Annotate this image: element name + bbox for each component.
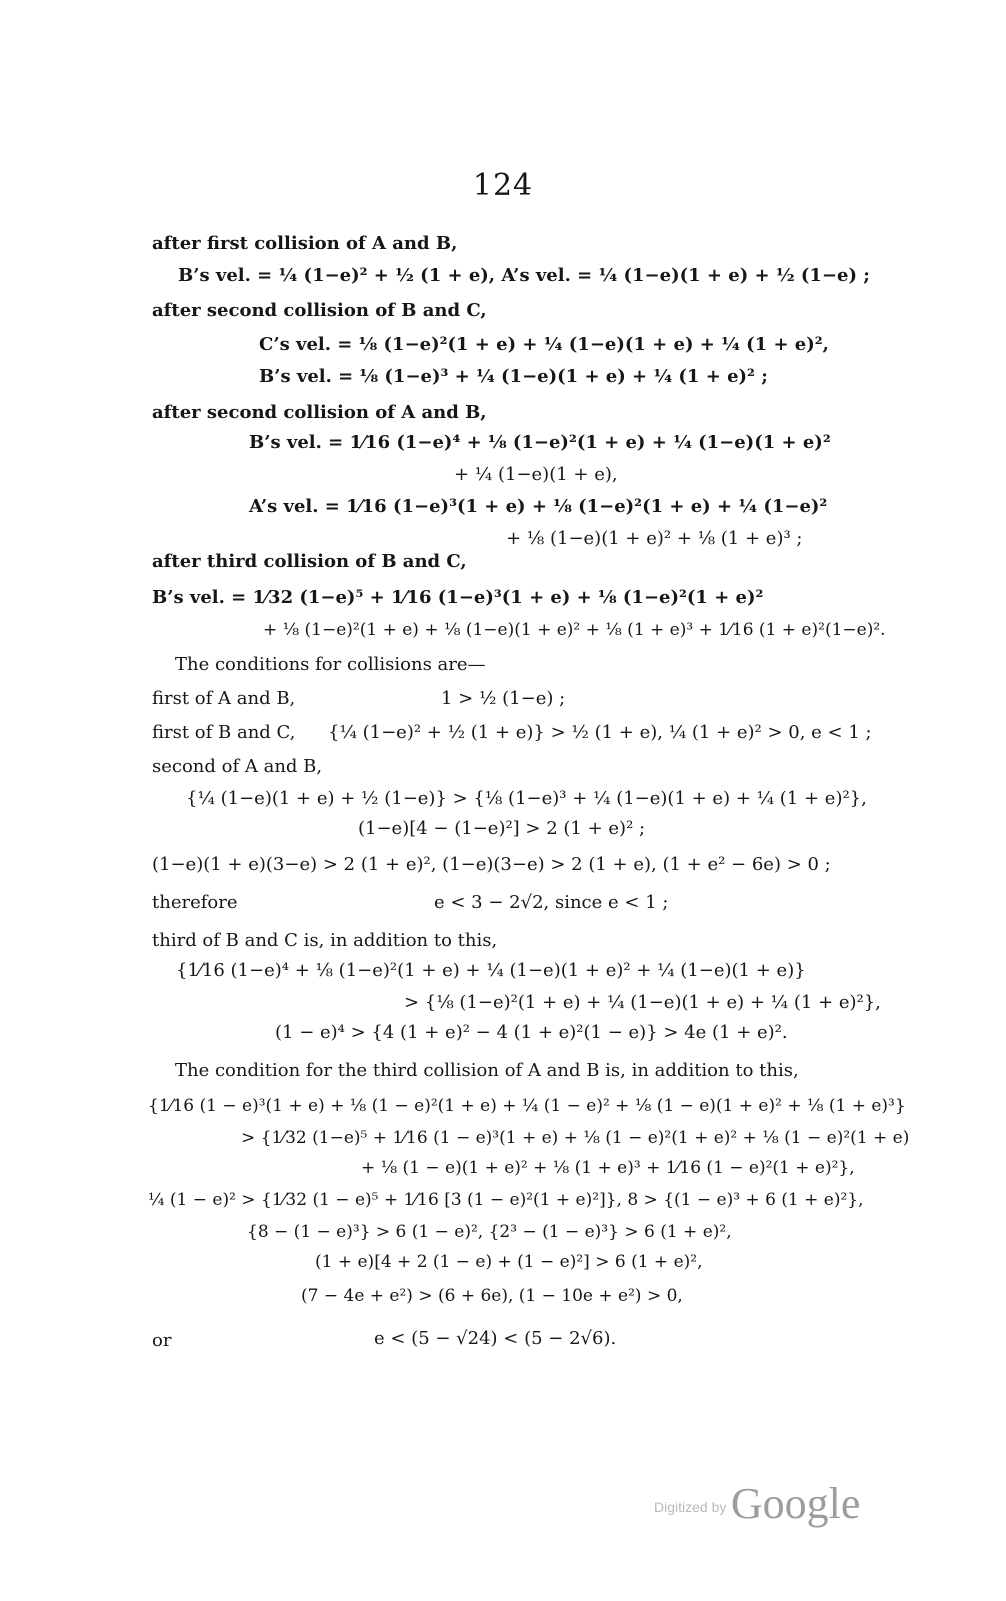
equation-line: 1 > ½ (1−e) ;: [441, 688, 566, 709]
text-line: second of A and B,: [152, 756, 323, 777]
equation-line: B’s vel. = 1⁄32 (1−e)⁵ + 1⁄16 (1−e)³(1 + e) + ⅛ (1−e)²(1 + e)²: [152, 587, 764, 608]
equation-line: {1⁄16 (1−e)⁴ + ⅛ (1−e)²(1 + e) + ¼ (1−e)(1 + e)² + ¼ (1−e)(1 + e)}: [176, 960, 806, 981]
digitized-by-google-watermark: [654, 1478, 860, 1529]
text-line: third of B and C is, in addition to this,: [152, 930, 498, 951]
equation-line: B’s vel. = ⅛ (1−e)³ + ¼ (1−e)(1 + e) + ¼ (1 + e)² ;: [259, 366, 768, 387]
page-number: 124: [472, 168, 534, 203]
text-line: first of A and B,: [152, 688, 296, 709]
equation-line: A’s vel. = 1⁄16 (1−e)³(1 + e) + ⅛ (1−e)²(1 + e) + ¼ (1−e)²: [249, 496, 828, 517]
text-line: after second collision of A and B,: [152, 402, 487, 423]
equation-line: {¼ (1−e)² + ½ (1 + e)} > ½ (1 + e), ¼ (1 + e)² > 0, e < 1 ;: [328, 722, 872, 743]
equation-line: (7 − 4e + e²) > (6 + 6e), (1 − 10e + e²) > 0,: [301, 1286, 683, 1306]
equation-line: (1−e)[4 − (1−e)²] > 2 (1 + e)² ;: [358, 818, 646, 839]
equation-line: ¼ (1 − e)² > {1⁄32 (1 − e)⁵ + 1⁄16 [3 (1 − e)²(1 + e)²]}, 8 > {(1 − e)³ + 6 (1 + e)²},: [148, 1190, 864, 1210]
google-logo: Google: [730, 1479, 861, 1528]
equation-line: > {1⁄32 (1−e)⁵ + 1⁄16 (1 − e)³(1 + e) + ⅛ (1 − e)²(1 + e)² + ⅛ (1 − e)²(1 + e): [241, 1128, 910, 1148]
text-line: therefore: [152, 892, 238, 913]
text-line: or: [152, 1330, 172, 1351]
equation-line: + ⅛ (1−e)(1 + e)² + ⅛ (1 + e)³ ;: [506, 528, 803, 549]
text-line: after second collision of B and C,: [152, 300, 487, 321]
equation-line: B’s vel. = 1⁄16 (1−e)⁴ + ⅛ (1−e)²(1 + e) + ¼ (1−e)(1 + e)²: [249, 432, 831, 453]
equation-line: {8 − (1 − e)³} > 6 (1 − e)², {2³ − (1 − e)³} > 6 (1 + e)²,: [247, 1222, 732, 1242]
equation-line: C’s vel. = ⅛ (1−e)²(1 + e) + ¼ (1−e)(1 + e) + ¼ (1 + e)²,: [259, 334, 829, 355]
equation-line: {¼ (1−e)(1 + e) + ½ (1−e)} > {⅛ (1−e)³ + ¼ (1−e)(1 + e) + ¼ (1 + e)²},: [186, 788, 867, 809]
text-line: first of B and C,: [152, 722, 296, 743]
equation-line: (1 − e)⁴ > {4 (1 + e)² − 4 (1 + e)²(1 − e)} > 4e (1 + e)².: [275, 1022, 788, 1043]
equation-line: {1⁄16 (1 − e)³(1 + e) + ⅛ (1 − e)²(1 + e) + ¼ (1 − e)² + ⅛ (1 − e)(1 + e)² + ⅛ (1 + e)³}: [148, 1096, 906, 1116]
watermark-prefix: Digitized by: [654, 1499, 727, 1515]
equation-line: + ⅛ (1−e)²(1 + e) + ⅛ (1−e)(1 + e)² + ⅛ (1 + e)³ + 1⁄16 (1 + e)²(1−e)².: [263, 620, 886, 640]
equation-line: > {⅛ (1−e)²(1 + e) + ¼ (1−e)(1 + e) + ¼ (1 + e)²},: [404, 992, 881, 1013]
equation-line: e < 3 − 2√2, since e < 1 ;: [434, 892, 669, 913]
text-line: after first collision of A and B,: [152, 233, 458, 254]
text-line: after third collision of B and C,: [152, 551, 467, 572]
equation-line: (1 + e)[4 + 2 (1 − e) + (1 − e)²] > 6 (1 + e)²,: [315, 1252, 703, 1272]
equation-line: B’s vel. = ¼ (1−e)² + ½ (1 + e), A’s vel. = ¼ (1−e)(1 + e) + ½ (1−e) ;: [178, 265, 870, 286]
equation-line: e < (5 − √24) < (5 − 2√6).: [374, 1328, 617, 1349]
equation-line: + ⅛ (1 − e)(1 + e)² + ⅛ (1 + e)³ + 1⁄16 (1 − e)²(1 + e)²},: [361, 1158, 855, 1178]
text-line: The conditions for collisions are—: [175, 654, 486, 675]
equation-line: (1−e)(1 + e)(3−e) > 2 (1 + e)², (1−e)(3−e) > 2 (1 + e), (1 + e² − 6e) > 0 ;: [152, 854, 831, 875]
equation-line: + ¼ (1−e)(1 + e),: [454, 464, 618, 485]
text-line: The condition for the third collision of A and B is, in addition to this,: [175, 1060, 799, 1081]
